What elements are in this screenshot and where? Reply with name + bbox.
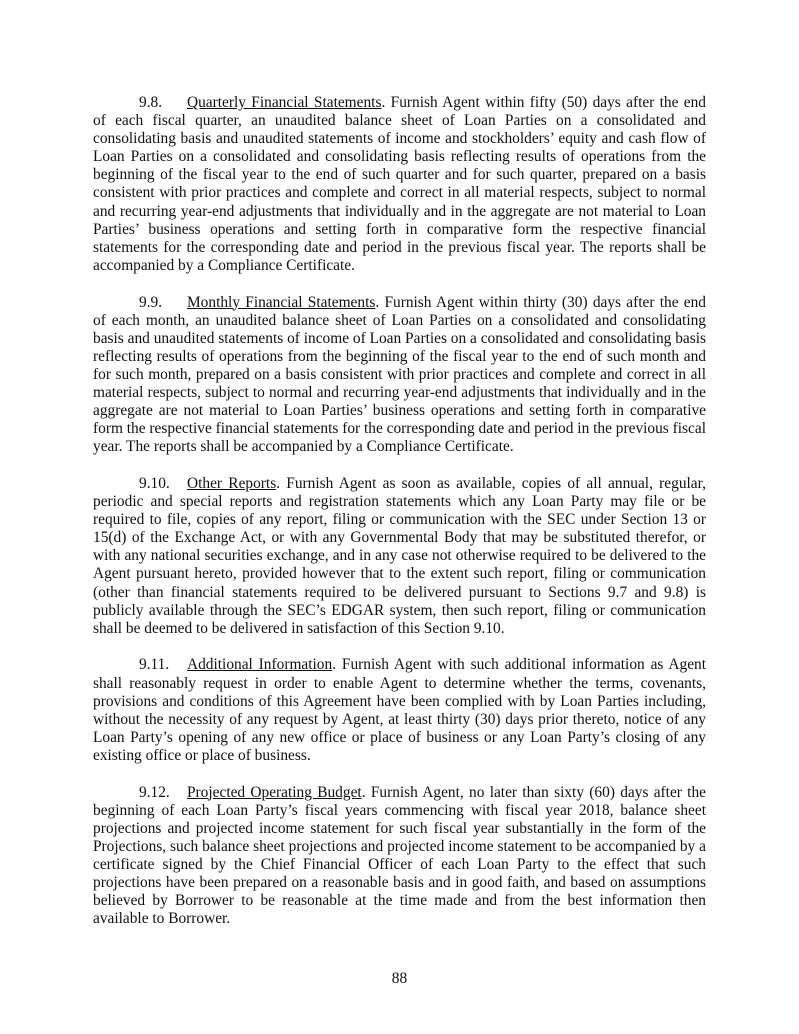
section-9-9 <box>93 294 706 457</box>
section-9-11 <box>93 656 706 765</box>
section-9-10 <box>93 475 706 638</box>
section-number: 9.8. <box>139 94 163 111</box>
section-body: . Furnish Agent within thirty (30) days after the end of each month, an unaudited balance sheet of Loan Parties on a consolidated and consolidating basis and unaudited statements of income of Loan Parties on a consolidated and consolidating basis reflecting results of operations from the beginning of the fiscal year to the end of such month and for such month, prepared on a basis consistent with prior practices and complete and correct in all material respects, subject to normal and recurring year-end adjustments that individually and in the aggregate are not material to Loan Parties’ business operations and setting forth in comparative form the respective financial statements for the corresponding date and period in the previous fiscal year. The reports shall be accompanied by a Compliance Certificate. <box>93 293 706 456</box>
section-heading: Quarterly Financial Statements <box>187 94 382 111</box>
section-number: 9.12. <box>139 783 170 801</box>
section-number: 9.9. <box>139 293 163 311</box>
section-body: . Furnish Agent within fifty (50) days after the end of each fiscal quarter, an unaudited balance sheet of Loan Parties on a consolidated and consolidating basis and unaudited statements of income and stockholders’ equity and cash flow of Loan Parties on a consolidated and consolidating basis reflecting results of operations from the beginning of the fiscal year to the end of such quarter and for such quarter, prepared on a basis consistent with prior practices and complete and correct in all material respects, subject to normal and recurring year-end adjustments that individually and in the aggregate are not material to Loan Parties’ business operations and setting forth in comparative form the respective financial statements for the corresponding date and period in the previous fiscal year. The reports shall be accompanied by a Compliance Certificate. <box>93 94 706 274</box>
section-body: . Furnish Agent as soon as available, copies of all annual, regular, periodic and special reports and registration statements which any Loan Party may file or be required to file, copies of any report, filing or communication with the SEC under Section 13 or 15(d) of the Exchange Act, or with any Governmental Body that may be substituted therefor, or with any national securities exchange, and in any case not otherwise required to be delivered to the Agent pursuant hereto, provided however that to the extent such report, filing or communication (other than financial statements required to be delivered pursuant to Sections 9.7 and 9.8) is publicly available through the SEC’s EDGAR system, then such report, filing or communication shall be deemed to be delivered in satisfaction of this Section 9.10. <box>93 474 706 637</box>
section-number: 9.11. <box>139 656 170 674</box>
section-body: . Furnish Agent with such additional information as Agent shall reasonably request in order to enable Agent to determine whether the terms, covenants, provisions and conditions of this Agreement have been complied with by Loan Parties including, without the necessity of any request by Agent, at least thirty (30) days prior thereto, notice of any Loan Party’s opening of any new office or place of business or any Loan Party’s closing of any existing office or place of business. <box>93 656 706 764</box>
section-heading: Additional Information <box>187 656 333 674</box>
section-heading: Other Reports <box>187 474 277 492</box>
page-number: 88 <box>391 970 408 987</box>
section-number: 9.10. <box>139 474 170 492</box>
section-heading: Projected Operating Budget <box>187 783 362 801</box>
section-9-12 <box>93 784 706 929</box>
document-page <box>93 94 706 947</box>
section-heading: Monthly Financial Statements <box>187 293 376 311</box>
section-9-8 <box>93 94 706 275</box>
section-body: . Furnish Agent, no later than sixty (60) days after the beginning of each Loan Party’s fiscal years commencing with fiscal year 2018, balance sheet projections and projected income statement for such fiscal year substantially in the form of the Projections, such balance sheet projections and projected income statement to be accompanied by a certificate signed by the Chief Financial Officer of each Loan Party to the effect that such projections have been prepared on a reasonable basis and in good faith, and based on assumptions believed by Borrower to be reasonable at the time made and from the best information then available to Borrower. <box>93 783 706 928</box>
